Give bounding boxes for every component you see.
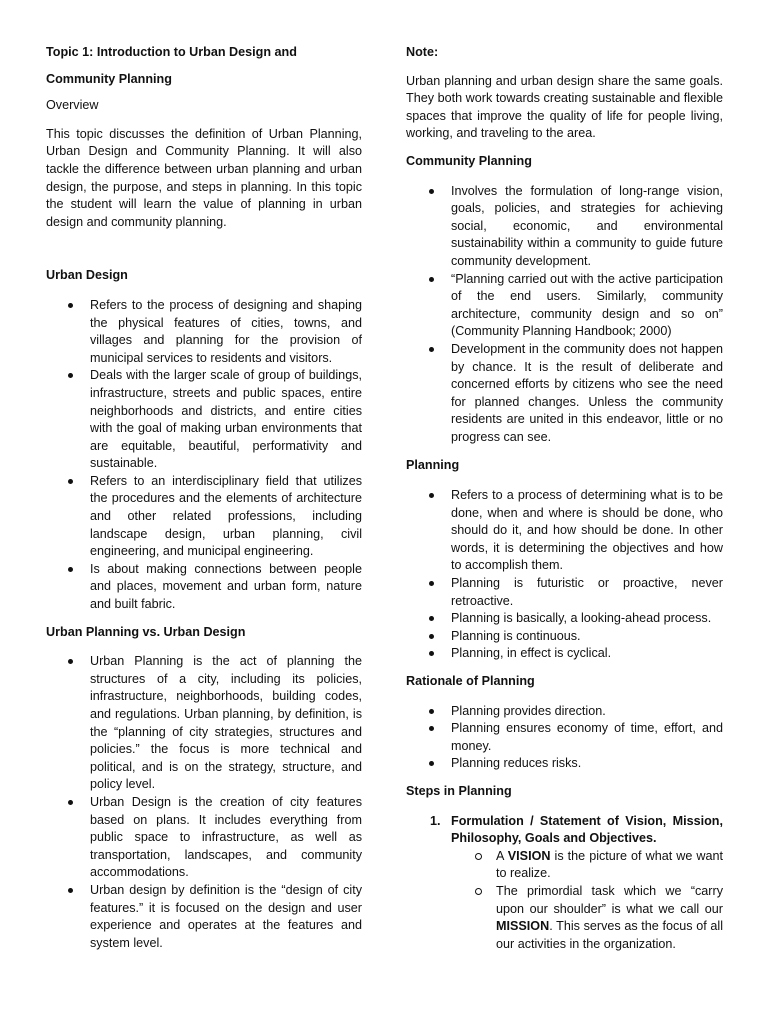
overview-label: Overview xyxy=(46,98,99,113)
planning-vs-design-list xyxy=(46,653,362,952)
list-item: Involves the formulation of long-range vision, goals, policies, and strategies for achieving social, economic, and environmental sustainability within a community to guide future community development. xyxy=(406,183,723,271)
planning-heading: Planning xyxy=(406,458,460,473)
list-item: Planning ensures economy of time, effort, and money. xyxy=(406,720,723,755)
topic-title-line-2: Community Planning xyxy=(46,71,172,86)
list-item: Planning reduces risks. xyxy=(406,755,723,773)
sub-text: The primordial task which we “carry upon our shoulder” is what we call our xyxy=(496,883,723,916)
sub-text: A xyxy=(496,848,508,863)
overview-paragraph: This topic discusses the definition of Urban Planning, Urban Design and Community Planning. It will also tackle the difference between urban planning and urban design, the purpose, and steps in planning. In this topic the student will learn the value of planning in urban design and community planning. xyxy=(46,126,362,229)
vision-term: VISION xyxy=(507,848,551,863)
mission-term: MISSION xyxy=(496,919,550,934)
step-item xyxy=(406,813,723,954)
list-item: Planning provides direction. xyxy=(406,703,723,721)
rationale-list xyxy=(406,703,723,773)
list-item: Deals with the larger scale of group of buildings, infrastructure, streets and public spaces, entire neighborhoods and districts, and entire cities with the goal of making urban environments that are equitable, beautiful, performativity and sustainable. xyxy=(46,367,362,473)
left-column xyxy=(46,44,362,952)
sub-text: is the picture of what we want to realize. xyxy=(496,848,723,881)
list-item: Urban Planning is the act of planning the structures of a city, including its policies, infrastructure, neighborhoods, building codes, and regulations. Urban planning, by definition, is the “planning of city strategies, structures and policies.” the focus is more technical and political, and is on the strategy, structure, and policy level. xyxy=(46,653,362,794)
step-title: Formulation / Statement of Vision, Mission, Philosophy, Goals and Objectives. xyxy=(451,813,723,846)
sub-item-mission xyxy=(451,883,723,953)
list-item: Urban design by definition is the “design of city features.” it is focused on the design and user experience and operates at the features and system level. xyxy=(46,882,362,952)
list-item: Planning is continuous. xyxy=(406,628,723,646)
sub-item-vision xyxy=(451,848,723,883)
list-item: Planning is futuristic or proactive, never retroactive. xyxy=(406,575,723,610)
steps-list xyxy=(406,813,723,954)
community-planning-list xyxy=(406,183,723,447)
step-number: 1. xyxy=(430,813,441,828)
steps-heading: Steps in Planning xyxy=(406,783,512,798)
list-item: Planning, in effect is cyclical. xyxy=(406,645,723,663)
urban-design-list xyxy=(46,297,362,614)
list-item: “Planning carried out with the active participation of the end users. Similarly, community architecture, community design and so on” (Community Planning Handbook; 2000) xyxy=(406,271,723,341)
note-label: Note: xyxy=(406,45,439,59)
urban-design-heading: Urban Design xyxy=(46,268,128,283)
list-item: Development in the community does not happen by chance. It is the result of deliberate and concerned efforts by citizens who see the need for planned changes. Unless the community residents are united in this endeavor, little or no progress can see. xyxy=(406,341,723,447)
sub-text: . This serves as the focus of all our activities in the organization. xyxy=(496,919,723,951)
list-item: Refers to a process of determining what is to be done, when and where is should be done, who should do it, and how should be done. In other words, it is determining the objectives and how to accomplish them. xyxy=(406,487,723,575)
planning-list xyxy=(406,487,723,663)
community-planning-heading: Community Planning xyxy=(406,153,532,168)
note-paragraph: Urban planning and urban design share the same goals. They both work towards creating sustainable and flexible spaces that improve the quality of life for people living, working, and traveling to the area. xyxy=(406,73,723,141)
rationale-heading: Rationale of Planning xyxy=(406,674,535,688)
list-item: Refers to an interdisciplinary field that utilizes the procedures and the elements of architecture and other related professions, including landscape design, urban planning, civil engineering, and municipal engineering. xyxy=(46,473,362,561)
list-item: Urban Design is the creation of city features based on plans. It includes everything from public space to infrastructure, as well as transportation, landscapes, and community accommodations. xyxy=(46,794,362,882)
topic-title-line-1: Topic 1: Introduction to Urban Design and xyxy=(46,45,297,59)
step-sublist xyxy=(451,848,723,954)
planning-vs-design-heading: Urban Planning vs. Urban Design xyxy=(46,624,246,639)
list-item: Planning is basically, a looking-ahead process. xyxy=(406,610,723,628)
list-item: Refers to the process of designing and shaping the physical features of cities, towns, and villages and planning for the provision of municipal services to residents and visitors. xyxy=(46,297,362,367)
list-item: Is about making connections between people and places, movement and urban form, nature and built fabric. xyxy=(46,561,362,614)
right-column xyxy=(406,44,723,953)
